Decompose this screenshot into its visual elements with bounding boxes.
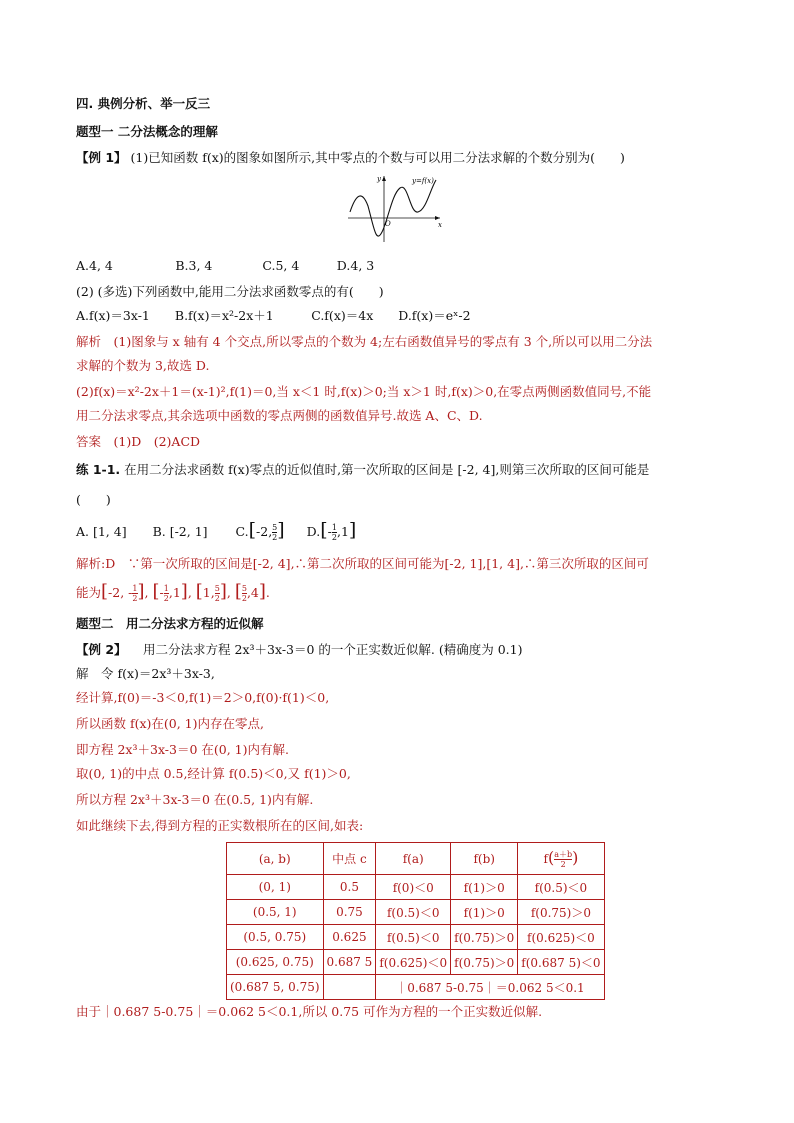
table-row: (0, 1) 0.5 f(0)＜0 f(1)＞0 f(0.5)＜0: [227, 875, 605, 900]
ex1-q2-options: A.f(x)＝3x-1 B.f(x)＝x²-2x＋1 C.f(x)＝4x D.f(x)＝eˣ-2: [76, 308, 471, 323]
table-row: (0.625, 0.75) 0.687 5 f(0.625)＜0 f(0.75)＞0 f(0.687 5)＜0: [227, 950, 605, 975]
ex2-line-6: 如此继续下去,得到方程的正实数根所在的区间,如表:: [76, 818, 364, 833]
table-row: (0.5, 1) 0.75 f(0.5)＜0 f(1)＞0 f(0.75)＞0: [227, 900, 605, 925]
ex2-conclusion: 由于｜0.687 5-0.75｜＝0.062 5＜0.1,所以 0.75 可作为方程的一个正实数近似解.: [76, 1004, 543, 1019]
table-row: (0.687 5, 0.75) ｜0.687 5-0.75｜＝0.062 5＜0.1: [227, 975, 605, 1000]
y-axis-arrow: [382, 176, 386, 181]
practice-question-a: [76, 462, 649, 478]
practice-analysis-b: 能为[-2, - $\frac{1}{2}$ ], [- $\frac{1}{2}$ ,1], [1, $\frac{5}{2}$ ], [ $\frac{5}{2}$ ,4].: [76, 581, 270, 603]
practice-label: 练 1-1.: [76, 462, 121, 477]
practice-opt-a: A. [1, 4]: [76, 524, 127, 539]
origin-label: O: [385, 220, 391, 228]
ex1-q1-options: A.4, 4 B.3, 4 C.5, 4 D.4, 3: [76, 258, 375, 273]
ex2-question-text: 用二分法求方程 2x³＋3x-3＝0 的一个正实数近似解. (精确度为 0.1): [130, 642, 523, 657]
practice-opt-d: D.[- $\frac{1}{2}$ ,1]: [306, 519, 357, 542]
practice-analysis-a: 解析:D ∵第一次所取的区间是[-2, 4],∴第二次所取的区间可能为[-2, 1],[1, 4],∴第三次所取的区间可: [76, 556, 649, 571]
ex1-q1-text: (1)已知函数 f(x)的图象如图所示,其中零点的个数与可以用二分法求解的个数分别为( ): [130, 150, 625, 165]
ex2-line-3: 即方程 2x³＋3x-3＝0 在(0, 1)内有解.: [76, 742, 289, 757]
ex2-line-4: 取(0, 1)的中点 0.5,经计算 f(0.5)＜0,又 f(1)＞0,: [76, 766, 351, 781]
section-title: 四. 典例分析、举一反三: [76, 96, 211, 111]
ex1-analysis-1a: 解析 (1)图象与 x 轴有 4 个交点,所以零点的个数为 4;左右函数值异号的零点有 3 个,所以可以用二分法: [76, 334, 653, 349]
table-row: (0.5, 0.75) 0.625 f(0.5)＜0 f(0.75)＞0 f(0.625)＜0: [227, 925, 605, 950]
bisection-table: [226, 842, 605, 1000]
practice-q-a: 在用二分法求函数 f(x)零点的近似值时,第一次所取的区间是 [-2, 4],则第三次所取的区间可能是: [124, 462, 650, 477]
practice-opt-c: C.[-2, $\frac{5}{2}$ ]: [235, 519, 285, 542]
ex2-line-0: 解 令 f(x)＝2x³＋3x-3,: [76, 666, 215, 681]
x-axis-arrow: [435, 216, 440, 220]
ex1-analysis-2a: (2)f(x)＝x²-2x＋1＝(x-1)²,f(1)＝0,当 x＜1 时,f(x)＞0;当 x＞1 时,f(x)＞0,在零点两侧函数值同号,不能: [76, 384, 652, 399]
ex1-question-1: [76, 150, 625, 166]
ex2-line-5: 所以方程 2x³＋3x-3＝0 在(0.5, 1)内有解.: [76, 792, 314, 807]
practice-options: [76, 518, 356, 542]
practice-q-b: ( ): [76, 492, 111, 507]
table-header-row: [227, 843, 605, 875]
curve-path: [350, 180, 436, 236]
ex1-label: 【例 1】: [76, 150, 127, 165]
y-label: y: [377, 175, 381, 183]
ex1-q2-text: (2) (多选)下列函数中,能用二分法求函数零点的有( ): [76, 284, 384, 299]
header-fb: f(b): [451, 843, 518, 875]
func-label: y=f(x): [412, 177, 434, 185]
type1-title: 题型一 二分法概念的理解: [76, 124, 218, 139]
ex1-analysis-2b: 用二分法求零点,其余选项中函数的零点两侧的函数值异号.故选 A、C、D.: [76, 408, 483, 423]
practice-opt-b: B. [-2, 1]: [152, 524, 208, 539]
ex2-line-1: 经计算,f(0)＝-3＜0,f(1)＝2＞0,f(0)·f(1)＜0,: [76, 690, 330, 705]
header-fa: f(a): [376, 843, 451, 875]
ex2-question: [76, 642, 522, 658]
header-ab: (a, b): [227, 843, 324, 875]
ex2-label: 【例 2】: [76, 642, 127, 657]
type2-title: 题型二 用二分法求方程的近似解: [76, 616, 264, 631]
ex2-line-2: 所以函数 f(x)在(0, 1)内存在零点,: [76, 716, 264, 731]
ex1-analysis-1b: 求解的个数为 3,故选 D.: [76, 358, 210, 373]
header-fmid: f( $\frac{a+b}{2}$ ): [518, 843, 604, 875]
ex1-answer: 答案 (1)D (2)ACD: [76, 434, 201, 449]
x-label: x: [438, 221, 442, 229]
header-c: 中点 c: [323, 843, 376, 875]
function-graph: [346, 172, 446, 244]
